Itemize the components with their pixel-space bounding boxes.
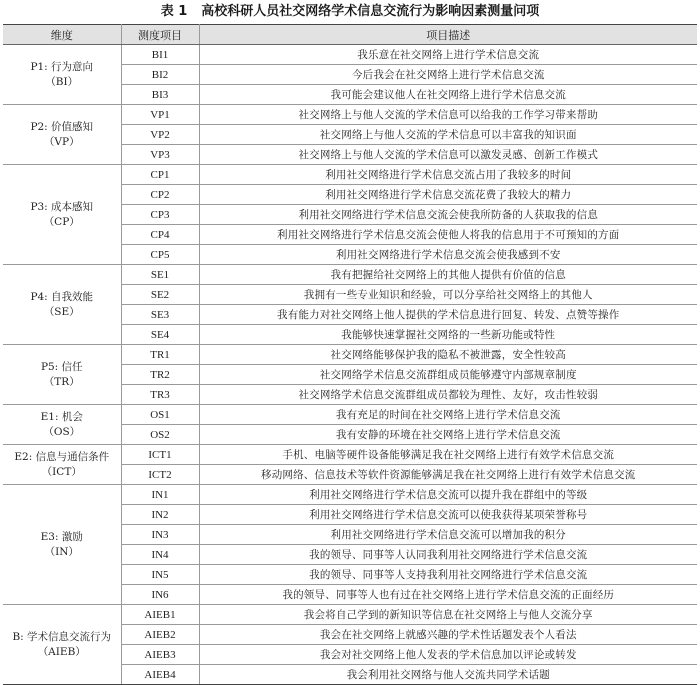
item-description: 移动网络、信息技术等软件资源能够满足我在社交网络上进行有效学术信息交流: [199, 465, 697, 485]
item-description: 利用社交网络进行学术信息交流占用了我较多的时间: [199, 165, 697, 185]
item-description: 我的领导、同事等人也有过在社交网络上进行学术信息交流的正面经历: [199, 585, 697, 605]
dimension-name: E3: 激励: [40, 530, 83, 543]
item-code: IN3: [121, 525, 199, 545]
item-code: SE3: [121, 305, 199, 325]
header-item-description: 项目描述: [199, 25, 697, 45]
item-code: OS2: [121, 425, 199, 445]
item-description: 利用社交网络进行学术信息交流可以增加我的积分: [199, 525, 697, 545]
table-body: [3, 45, 697, 685]
item-description: 社交网络上与他人交流的学术信息可以丰富我的知识面: [199, 125, 697, 145]
item-description: 我会在社交网络上就感兴趣的学术性话题发表个人看法: [199, 625, 697, 645]
item-description: 利用社交网络进行学术信息交流会使他人将我的信息用于不可预知的方面: [199, 225, 697, 245]
item-code: OS1: [121, 405, 199, 425]
item-description: 社交网络上与他人交流的学术信息可以给我的工作学习带来帮助: [199, 105, 697, 125]
item-code: IN2: [121, 505, 199, 525]
item-code: VP1: [121, 105, 199, 125]
dimension-cell: [3, 405, 121, 445]
table-row: [3, 105, 697, 125]
dimension-name: E1: 机会: [40, 410, 83, 423]
item-description: 今后我会在社交网络上进行学术信息交流: [199, 65, 697, 85]
dimension-name: P4: 自我效能: [30, 290, 94, 303]
item-code: ICT1: [121, 445, 199, 465]
dimension-name: P3: 成本感知: [30, 200, 94, 213]
item-code: SE4: [121, 325, 199, 345]
dimension-cell: [3, 45, 121, 105]
dimension-abbr: （TR）: [43, 375, 80, 388]
item-code: TR1: [121, 345, 199, 365]
table-row: [3, 345, 697, 365]
item-description: 社交网络上与他人交流的学术信息可以激发灵感、创新工作模式: [199, 145, 697, 165]
measurement-table: [3, 24, 697, 685]
item-code: VP2: [121, 125, 199, 145]
item-code: CP1: [121, 165, 199, 185]
item-description: 社交网络学术信息交流群组成员能够遵守内部规章制度: [199, 365, 697, 385]
item-code: IN6: [121, 585, 199, 605]
table-row: [3, 485, 697, 505]
dimension-name: P2: 价值感知: [30, 120, 94, 133]
item-description: 我有充足的时间在社交网络上进行学术信息交流: [199, 405, 697, 425]
item-code: AIEB3: [121, 645, 199, 665]
item-description: 我会利用社交网络与他人交流共同学术话题: [199, 665, 697, 685]
dimension-name: P1: 行为意向: [30, 60, 94, 73]
dimension-abbr: （VP）: [43, 135, 80, 148]
item-description: 利用社交网络进行学术信息交流可以提升我在群组中的等级: [199, 485, 697, 505]
item-description: 我的领导、同事等人支持我利用社交网络进行学术信息交流: [199, 565, 697, 585]
item-description: 利用社交网络进行学术信息交流花费了我较大的精力: [199, 185, 697, 205]
item-code: AIEB4: [121, 665, 199, 685]
item-code: BI3: [121, 85, 199, 105]
dimension-name: E2: 信息与通信条件: [14, 450, 110, 463]
header-item-code: 测度项目: [121, 25, 199, 45]
dimension-cell: [3, 485, 121, 605]
item-description: 利用社交网络进行学术信息交流会使我感到不安: [199, 245, 697, 265]
table-row: [3, 445, 697, 465]
item-code: IN1: [121, 485, 199, 505]
table-caption: [0, 0, 700, 24]
item-description: 我有能力对社交网络上他人提供的学术信息进行回复、转发、点赞等操作: [199, 305, 697, 325]
table-row: [3, 265, 697, 285]
item-description: 我可能会建议他人在社交网络上进行学术信息交流: [199, 85, 697, 105]
dimension-abbr: （SE）: [43, 305, 80, 318]
item-code: CP3: [121, 205, 199, 225]
dimension-cell: [3, 105, 121, 165]
header-dimension: 维度: [3, 25, 121, 45]
item-description: 我拥有一些专业知识和经验，可以分享给社交网络上的其他人: [199, 285, 697, 305]
item-code: SE1: [121, 265, 199, 285]
table-row: [3, 45, 697, 65]
table-title: 高校科研人员社交网络学术信息交流行为影响因素测量问项: [201, 4, 540, 19]
item-code: CP4: [121, 225, 199, 245]
dimension-cell: [3, 445, 121, 485]
dimension-abbr: （OS）: [43, 425, 81, 438]
item-code: BI2: [121, 65, 199, 85]
dimension-name: P5: 信任: [40, 360, 83, 373]
dimension-name: B: 学术信息交流行为: [12, 630, 112, 643]
item-description: 我有安静的环境在社交网络上进行学术信息交流: [199, 425, 697, 445]
item-description: 我能够快速掌握社交网络的一些新功能或特性: [199, 325, 697, 345]
table-row: [3, 405, 697, 425]
dimension-abbr: （AIEB）: [37, 645, 86, 658]
item-code: VP3: [121, 145, 199, 165]
item-code: BI1: [121, 45, 199, 65]
dimension-cell: [3, 605, 121, 685]
item-description: 我有把握给社交网络上的其他人提供有价值的信息: [199, 265, 697, 285]
item-code: IN5: [121, 565, 199, 585]
item-code: CP5: [121, 245, 199, 265]
table-number: 表 1: [160, 4, 188, 19]
item-code: TR2: [121, 365, 199, 385]
item-code: TR3: [121, 385, 199, 405]
item-description: 社交网络能够保护我的隐私不被泄露，安全性较高: [199, 345, 697, 365]
dimension-cell: [3, 165, 121, 265]
item-description: 手机、电脑等硬件设备能够满足我在社交网络上进行有效学术信息交流: [199, 445, 697, 465]
dimension-cell: [3, 345, 121, 405]
item-description: 我的领导、同事等人认同我利用社交网络进行学术信息交流: [199, 545, 697, 565]
item-description: 社交网络学术信息交流群组成员都较为理性、友好，攻击性较弱: [199, 385, 697, 405]
item-description: 利用社交网络进行学术信息交流会使我所防备的人获取我的信息: [199, 205, 697, 225]
dimension-abbr: （CP）: [43, 215, 80, 228]
item-code: SE2: [121, 285, 199, 305]
item-code: IN4: [121, 545, 199, 565]
dimension-abbr: （IN）: [44, 545, 79, 558]
item-code: CP2: [121, 185, 199, 205]
item-description: 利用社交网络进行学术信息交流可以使我获得某项荣誉称号: [199, 505, 697, 525]
item-code: AIEB2: [121, 625, 199, 645]
item-description: 我会将自己学到的新知识等信息在社交网络上与他人交流分享: [199, 605, 697, 625]
dimension-abbr: （ICT）: [41, 465, 82, 478]
header-row: [3, 25, 697, 45]
dimension-cell: [3, 265, 121, 345]
item-description: 我乐意在社交网络上进行学术信息交流: [199, 45, 697, 65]
item-code: ICT2: [121, 465, 199, 485]
table-row: [3, 165, 697, 185]
table-row: [3, 605, 697, 625]
item-description: 我会对社交网络上他人发表的学术信息加以评论或转发: [199, 645, 697, 665]
dimension-abbr: （BI）: [45, 75, 79, 88]
item-code: AIEB1: [121, 605, 199, 625]
